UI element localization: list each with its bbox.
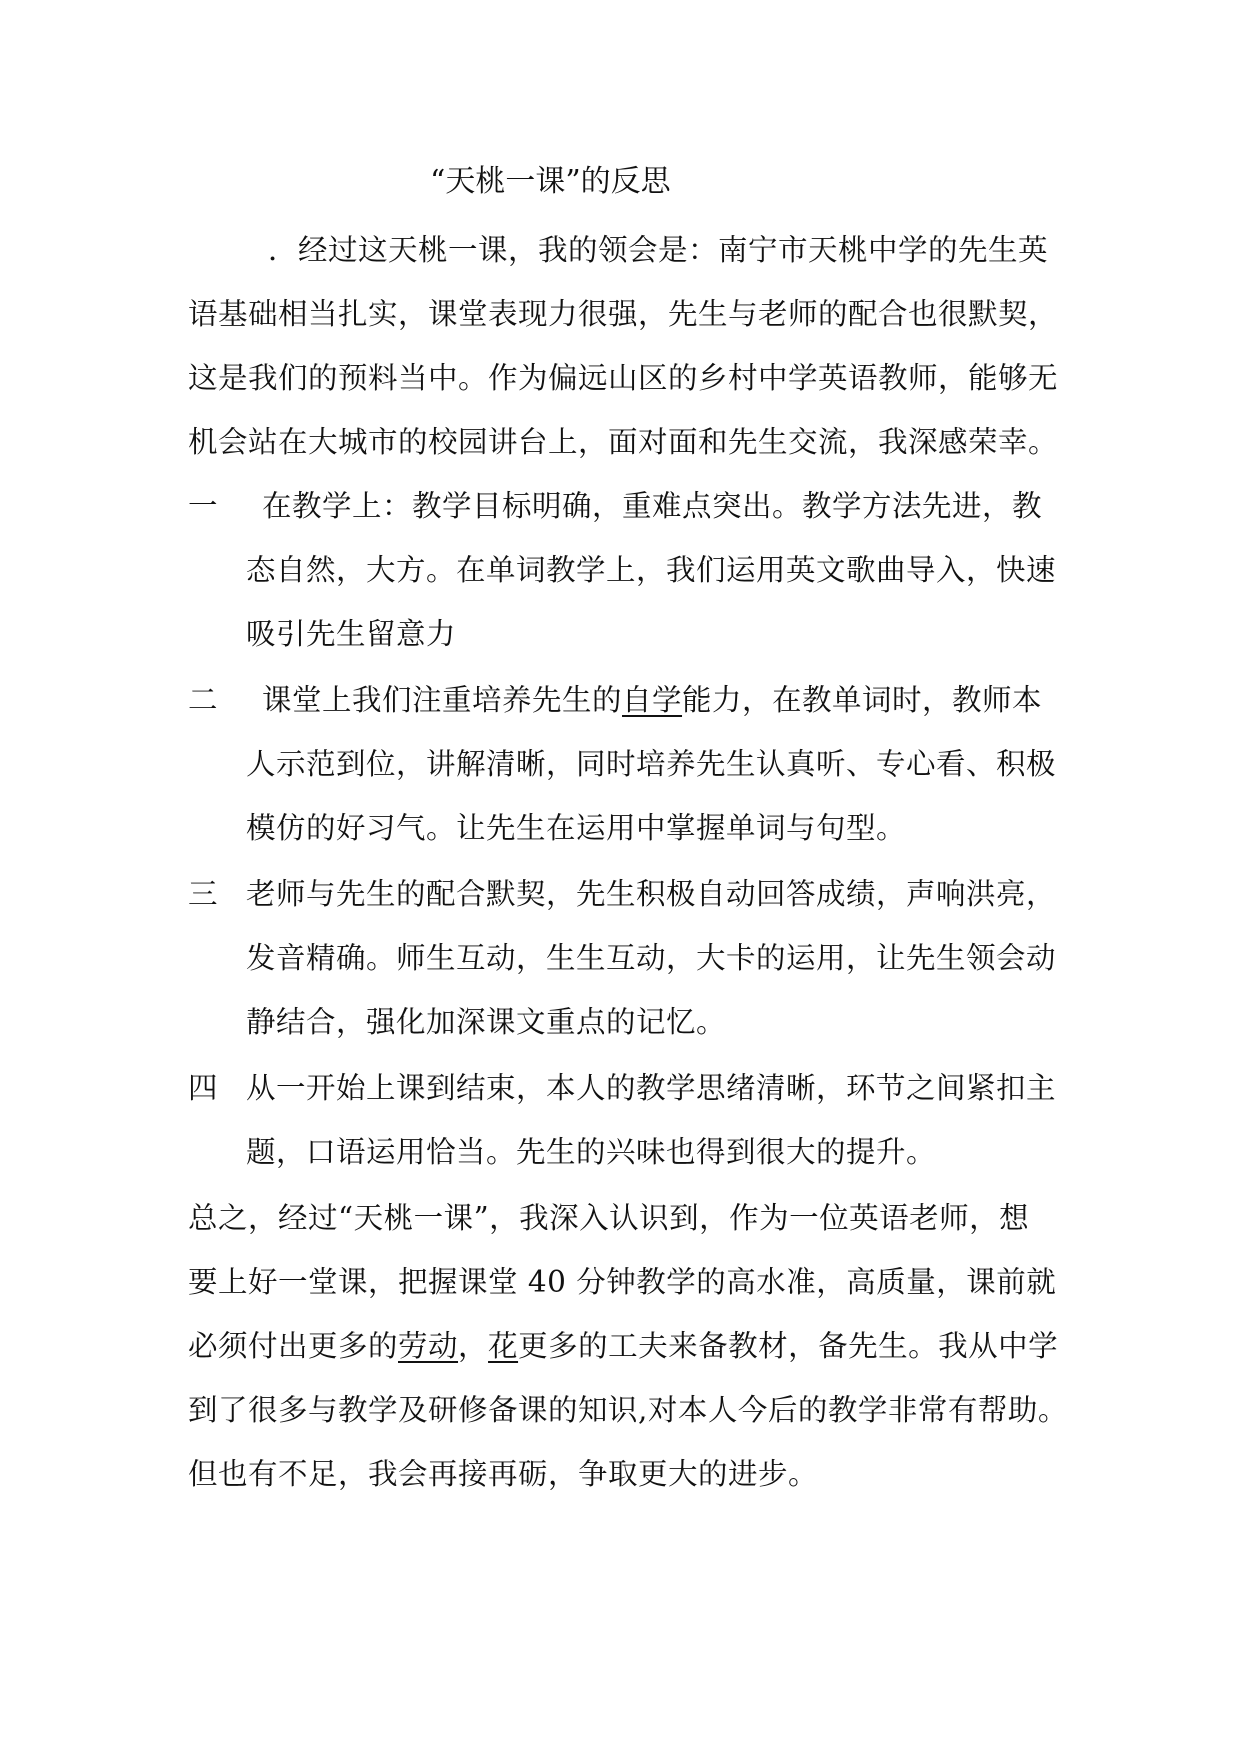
- item-3-line-1: 老师与先生的配合默契，先生积极自动回答成绩，声响洪亮，: [246, 877, 1057, 911]
- underlined-word-zixue: 自学: [622, 683, 683, 717]
- conclusion-line-3-post: 更多的工夫来备教材，备先生。我从中学: [518, 1329, 1059, 1363]
- conclusion-line-2: 要上好一堂课，把握课堂 40 分钟教学的高水准，高质量，课前就: [188, 1265, 1057, 1299]
- item-marker-1: 一: [188, 489, 218, 523]
- item-1-line-2: 态自然，大方。在单词教学上，我们运用英文歌曲导入，快速: [246, 553, 1057, 587]
- item-1-line-1: 在教学上：教学目标明确，重难点突出。教学方法先进，教: [262, 489, 1043, 523]
- underlined-word-laodong: 劳动: [398, 1329, 459, 1363]
- item-marker-4: 四: [188, 1071, 218, 1105]
- item-3-line-2: 发音精确。师生互动，生生互动，大卡的运用，让先生领会动: [246, 941, 1057, 975]
- item-marker-3: 三: [188, 877, 218, 911]
- item-4-line-2: 题，口语运用恰当。先生的兴味也得到很大的提升。: [246, 1135, 937, 1169]
- intro-line-3: 这是我们的预料当中。作为偏远山区的乡村中学英语教师，能够无: [188, 361, 1059, 395]
- conclusion-line-4: 到了很多与教学及研修备课的知识,对本人今后的教学非常有帮助。: [188, 1393, 1068, 1427]
- item-3-line-3: 静结合，强化加深课文重点的记忆。: [246, 1005, 727, 1039]
- intro-line-2: 语基础相当扎实，课堂表现力很强，先生与老师的配合也很默契，: [188, 297, 1059, 331]
- document-title: “天桃一课”的反思: [430, 164, 671, 199]
- conclusion-line-3-pre: 必须付出更多的: [188, 1329, 399, 1363]
- intro-line-1: ．经过这天桃一课，我的领会是：南宁市天桃中学的先生英: [268, 233, 1049, 267]
- conclusion-line-3: [188, 1326, 1058, 1366]
- item-2-line-1: [262, 680, 1042, 720]
- item-1-line-3: 吸引先生留意力: [246, 617, 457, 651]
- underlined-word-hua: 花: [488, 1329, 519, 1363]
- conclusion-line-3-mid: ，: [458, 1329, 489, 1363]
- item-marker-2: 二: [188, 683, 218, 717]
- intro-line-4: 机会站在大城市的校园讲台上，面对面和先生交流，我深感荣幸。: [188, 425, 1059, 459]
- item-2-line-1-pre: 课堂上我们注重培养先生的: [262, 683, 623, 717]
- item-2-line-3: 模仿的好习气。让先生在运用中掌握单词与句型。: [246, 811, 907, 845]
- conclusion-line-1: 总之，经过“天桃一课”，我深入认识到，作为一位英语老师，想: [188, 1201, 1030, 1235]
- item-2-line-1-post: 能力，在教单词时，教师本: [682, 683, 1043, 717]
- conclusion-line-5: 但也有不足，我会再接再砺，争取更大的进步。: [188, 1457, 819, 1491]
- item-4-line-1: 从一开始上课到结束，本人的教学思绪清晰，环节之间紧扣主: [246, 1071, 1057, 1105]
- item-2-line-2: 人示范到位，讲解清晰，同时培养先生认真听、专心看、积极: [246, 747, 1057, 781]
